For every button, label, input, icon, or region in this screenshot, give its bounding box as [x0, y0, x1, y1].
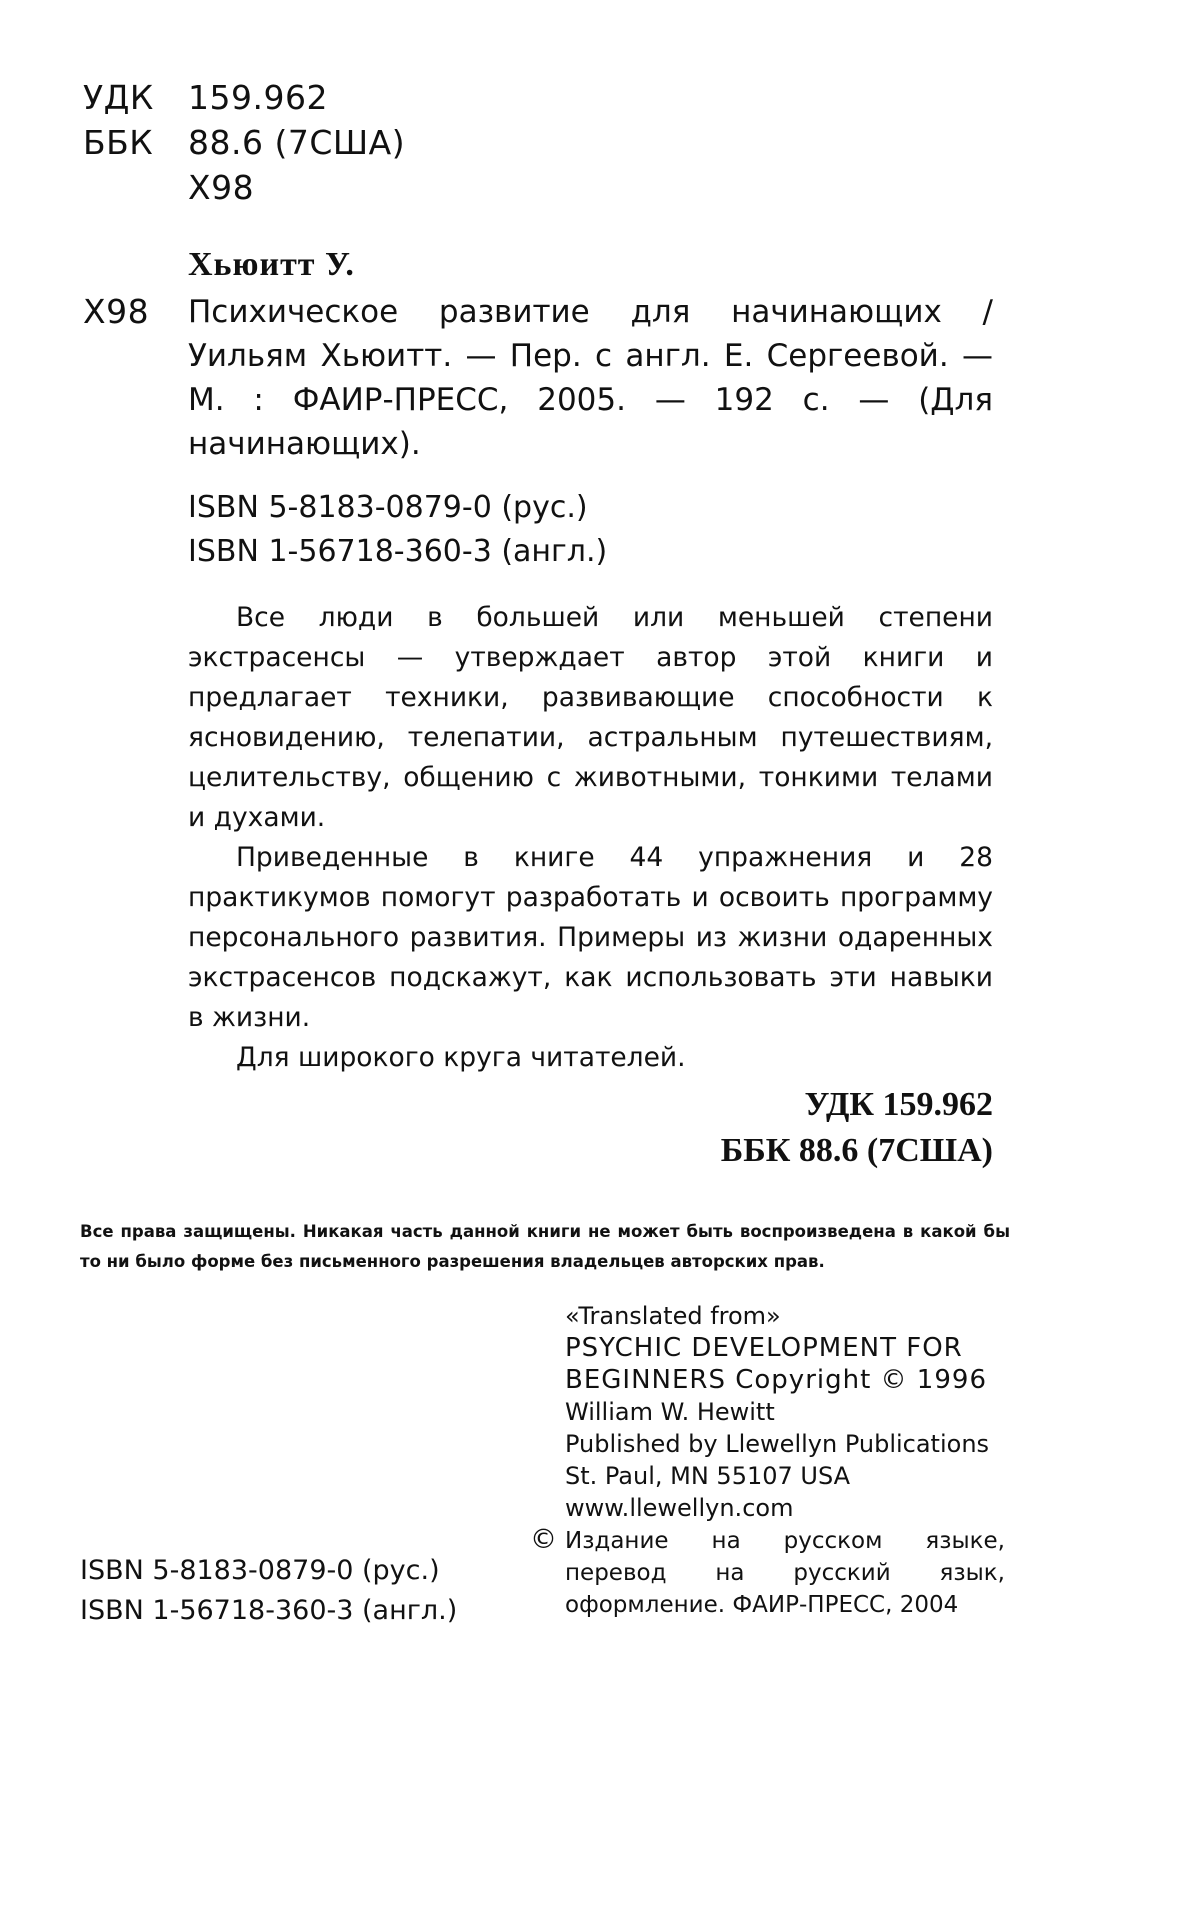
- entry-mark: Х98: [83, 292, 150, 331]
- author-mark-top: Х98: [188, 168, 255, 207]
- bbk-line-top: [83, 123, 405, 162]
- isbn-bottom-ru: ISBN 5-8183-0879-0 (рус.): [80, 1555, 440, 1586]
- bbk-bottom: ББК 88.6 (7США): [720, 1132, 993, 1169]
- original-author: William W. Hewitt: [565, 1398, 775, 1426]
- original-title-line-1: PSYCHIC DEVELOPMENT FOR: [565, 1333, 963, 1363]
- rights-notice: Все права защищены. Никакая часть данной книги не может быть воспроизведена в какой бы то ни было форме без письменного разрешения владельцев авторских прав.: [80, 1222, 1010, 1271]
- bbk-value: 88.6 (7США): [188, 123, 406, 162]
- copyright-ru: Издание на русском языке, перевод на русский язык, оформление. ФАИР-ПРЕСС, 2004: [565, 1528, 1005, 1618]
- original-publisher: Published by Llewellyn Publications: [565, 1430, 990, 1458]
- annotation-paragraph-2: Приведенные в книге 44 упражнения и 28 практикумов помогут разработать и освоить программу персонального развития. Примеры из жизни одаренных экстрасенсов подскажут, как использовать эти навыки в жизни.: [188, 842, 993, 1033]
- bibliographic-description: Психическое развитие для начинающих / Уильям Хьюитт. — Пер. с англ. Е. Сергеевой. — М. : ФАИР-ПРЕСС, 2005. — 192 с. — (Для начинающих).: [188, 294, 993, 462]
- udk-value: 159.962: [188, 78, 328, 117]
- bbk-label: ББК: [83, 123, 154, 162]
- udk-label: УДК: [83, 78, 154, 117]
- udk-line-top: [83, 78, 328, 117]
- copyright-symbol: ©: [530, 1524, 557, 1555]
- original-address: St. Paul, MN 55107 USA: [565, 1462, 851, 1490]
- isbn-en: ISBN 1-56718-360-3 (англ.): [188, 534, 608, 569]
- udk-bottom: УДК 159.962: [804, 1086, 993, 1123]
- annotation-paragraph-3: Для широкого круга читателей.: [236, 1042, 686, 1073]
- annotation-paragraph-1: Все люди в большей или меньшей степени экстрасенсы — утверждает автор этой книги и предлагает техники, развивающие способности к ясновидению, телепатии, астральным путешествиям, целительству, общению с животными, тонкими телами и духами.: [188, 602, 993, 833]
- original-edition: [565, 1300, 989, 1524]
- original-title-line-2: BEGINNERS Copyright © 1996: [565, 1365, 987, 1395]
- annotation: [188, 598, 993, 1078]
- isbn-bottom-en: ISBN 1-56718-360-3 (англ.): [80, 1595, 458, 1626]
- author-heading: Хьюитт У.: [188, 246, 355, 283]
- translated-from: «Translated from»: [565, 1302, 781, 1330]
- original-website: www.llewellyn.com: [565, 1494, 794, 1522]
- isbn-ru: ISBN 5-8183-0879-0 (рус.): [188, 490, 588, 525]
